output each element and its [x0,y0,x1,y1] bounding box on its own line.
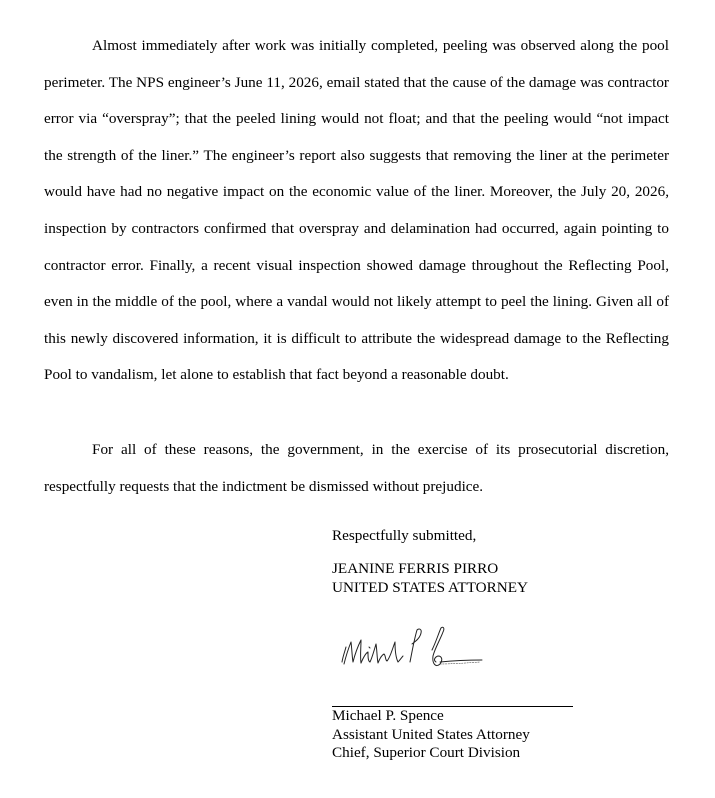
signer-title-2: Chief, Superior Court Division [332,744,521,761]
signer-block [332,707,632,763]
office-name: JEANINE FERRIS PIRRO [332,560,499,577]
body-paragraph-1: Almost immediately after work was initially completed, peeling was observed along the pool perimeter. The NPS engineer’s June 11, 2026, email stated that the cause of the damage was contractor error via “overspray”; that the peeled lining would not float; and that the peeling would “not impact the strength of the liner.” The engineer’s report also suggests that removing the liner at the perimeter would have had no negative impact on the economic value of the liner. Moreover, the July 20, 2026, inspection by contractors confirmed that overspray and delamination had occurred, again pointing to contractor error. Finally, a recent visual inspection showed damage throughout the Reflecting Pool, even in the middle of the pool, where a vandal would not likely attempt to peel the lining. Given all of this newly discovered information, it is difficult to attribute the widespread damage to the Reflecting Pool to vandalism, let alone to establish that fact beyond a reasonable doubt. [44,37,669,384]
closing-text: Respectfully submitted, [332,527,477,544]
signer-name: Michael P. Spence [332,707,444,724]
signer-title-1: Assistant United States Attorney [332,725,530,743]
body-paragraph-2: For all of these reasons, the government, in the exercise of its prosecutorial discretion, respectfully requests that the indictment be dismissed without prejudice. [44,441,669,495]
office-title: UNITED STATES ATTORNEY [332,578,528,596]
office-block [332,560,632,597]
closing-line [332,527,632,546]
handwritten-signature [340,620,490,678]
